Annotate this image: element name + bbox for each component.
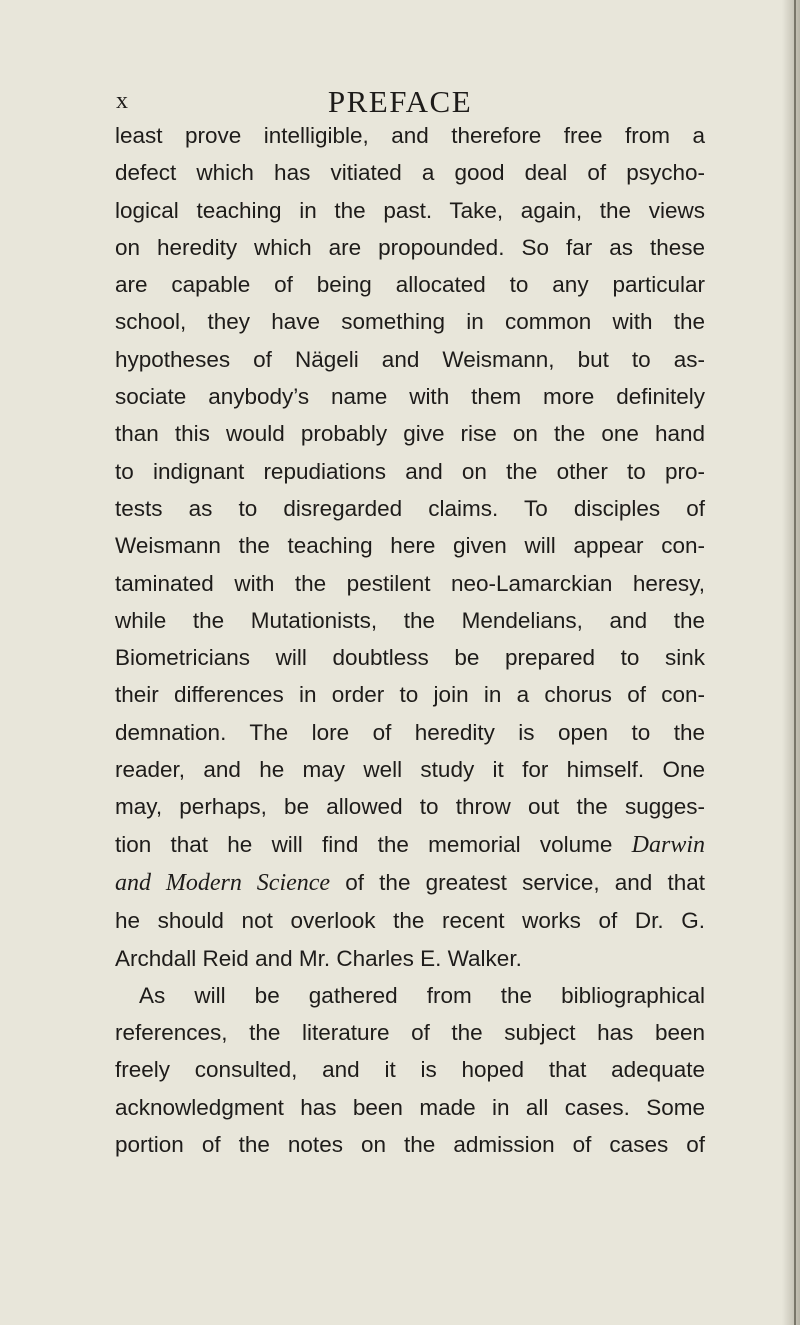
text-line: on heredity which are propounded. So far as these: [115, 234, 705, 260]
text-line: school, they have something in common with the: [115, 309, 705, 335]
paragraph: [115, 977, 705, 1163]
text-line: sociate anybody’s name with them more definitely: [115, 384, 705, 410]
text-line: least prove intelligible, and therefore free from a: [115, 123, 705, 148]
text-line: than this would probably give rise on the one hand: [115, 421, 705, 447]
text-line: to indignant repudiations and on the other to pro-: [115, 458, 705, 484]
text-line: Biometricians will doubtless be prepared to sink: [115, 645, 705, 671]
text-line: [115, 864, 705, 902]
text-line: freely consulted, and it is hoped that adequate: [115, 1057, 705, 1083]
page-number: x: [116, 88, 129, 114]
paragraph: [115, 117, 705, 977]
page-edge: [794, 0, 796, 1325]
text-line: demnation. The lore of heredity is open to the: [115, 719, 705, 745]
text-line: Weismann the teaching here given will appear con-: [115, 533, 705, 559]
text-line: references, the literature of the subject has been: [115, 1020, 705, 1046]
text-line: Archdall Reid and Mr. Charles E. Walker.: [115, 945, 522, 971]
text-line: their differences in order to join in a chorus of con-: [115, 682, 705, 708]
text-line: [115, 826, 705, 864]
text-line: taminated with the pestilent neo-Lamarckian heresy,: [115, 570, 705, 596]
text-line: acknowledgment has been made in all cases. Some: [115, 1094, 705, 1120]
text-line: defect which has vitiated a good deal of psycho-: [115, 160, 705, 186]
text-line: he should not overlook the recent works of Dr. G.: [115, 908, 705, 934]
text-line: reader, and he may well study it for himself. One: [115, 757, 705, 783]
book-title-italic: Darwin: [631, 831, 705, 858]
text-line: while the Mutationists, the Mendelians, and the: [115, 607, 705, 633]
text-line: tests as to disregarded claims. To disciples of: [115, 495, 705, 521]
text-line: may, perhaps, be allowed to throw out the sugges-: [115, 794, 705, 820]
text-line: As will be gathered from the bibliographical: [139, 982, 705, 1008]
page-edge-shadow: [782, 0, 800, 1325]
text-line: logical teaching in the past. Take, again, the views: [115, 197, 705, 223]
text-line: are capable of being allocated to any particular: [115, 272, 705, 298]
text-span: tion that he will find the memorial volume: [115, 831, 632, 857]
text-line: portion of the notes on the admission of cases of: [115, 1132, 705, 1158]
body-text: [115, 117, 705, 1163]
running-head: PREFACE: [327, 84, 473, 119]
text-line: hypotheses of Nägeli and Weismann, but to as-: [115, 346, 705, 372]
book-title-italic: and Modern Science: [115, 869, 331, 896]
text-span: of the greatest service, and that: [330, 869, 705, 895]
